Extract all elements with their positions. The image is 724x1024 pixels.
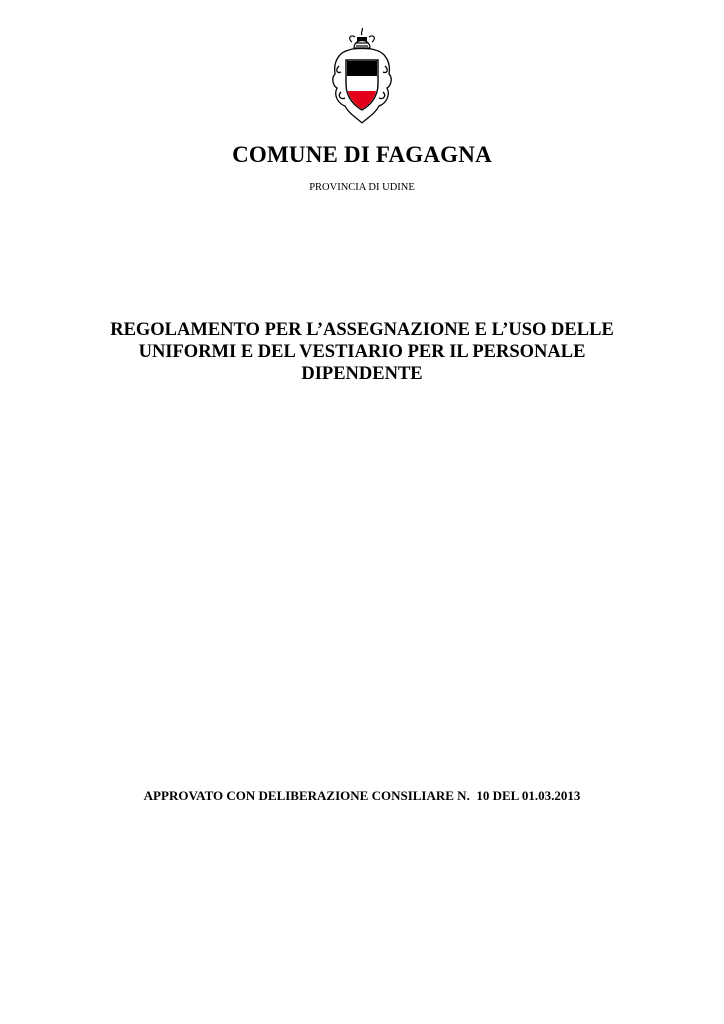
approval-note: APPROVATO CON DELIBERAZIONE CONSILIARE N. 10 DEL 01.03.2013 (143, 788, 581, 803)
regulation-title-line: DIPENDENTE (301, 364, 423, 384)
province-subtitle: PROVINCIA DI UDINE (309, 182, 415, 193)
regulation-title (80, 319, 644, 385)
regulation-title-line: REGOLAMENTO PER L’ASSEGNAZIONE E L’USO DELLE (110, 320, 614, 340)
regulation-title-line: UNIFORMI E DEL VESTIARIO PER IL PERSONALE (138, 342, 586, 362)
municipality-title: COMUNE DI FAGAGNA (232, 142, 492, 167)
coat-of-arms-icon (327, 26, 397, 126)
